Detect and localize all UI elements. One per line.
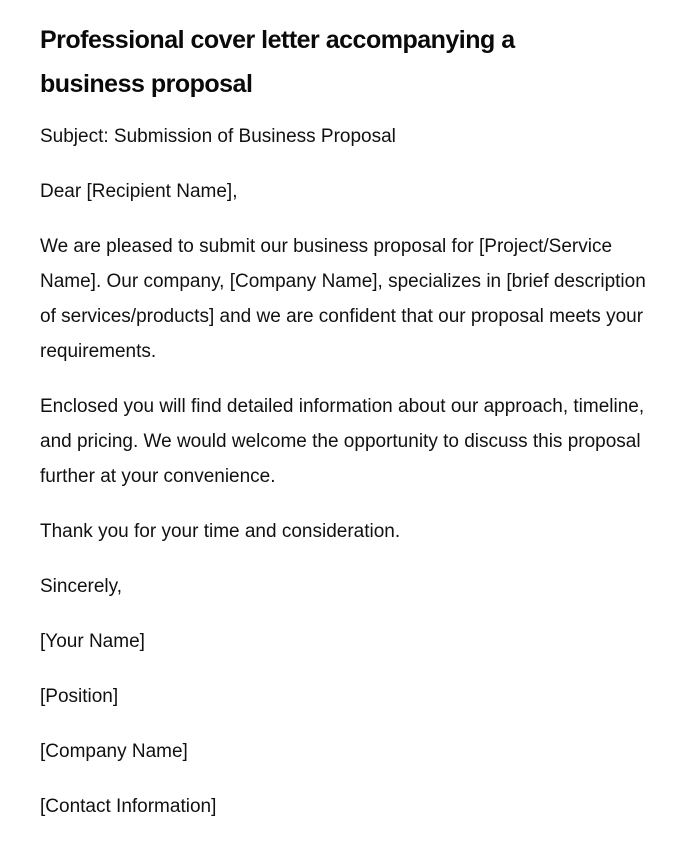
body-paragraph-1: We are pleased to submit our business proposal for [Project/Service Name]. Our company, [Company Name], specializes in [brief description of services/products] and we are confident that our proposal meets your requirements. xyxy=(40,236,646,362)
body-paragraph-2: Enclosed you will find detailed information about our approach, timeline, and pricing. We would welcome the opportunity to discuss this proposal further at your convenience. xyxy=(40,396,645,487)
signature-name: [Your Name] xyxy=(40,631,145,652)
closing-line: Sincerely, xyxy=(40,576,123,597)
salutation: Dear [Recipient Name], xyxy=(40,181,238,202)
thanks-line: Thank you for your time and consideration. xyxy=(40,521,401,542)
subject-line: Subject: Submission of Business Proposal xyxy=(40,126,396,147)
signature-position: [Position] xyxy=(40,686,119,707)
signature-contact: [Contact Information] xyxy=(40,796,217,817)
signature-company: [Company Name] xyxy=(40,741,188,762)
document-title: Professional cover letter accompanying a business proposal xyxy=(40,26,515,98)
